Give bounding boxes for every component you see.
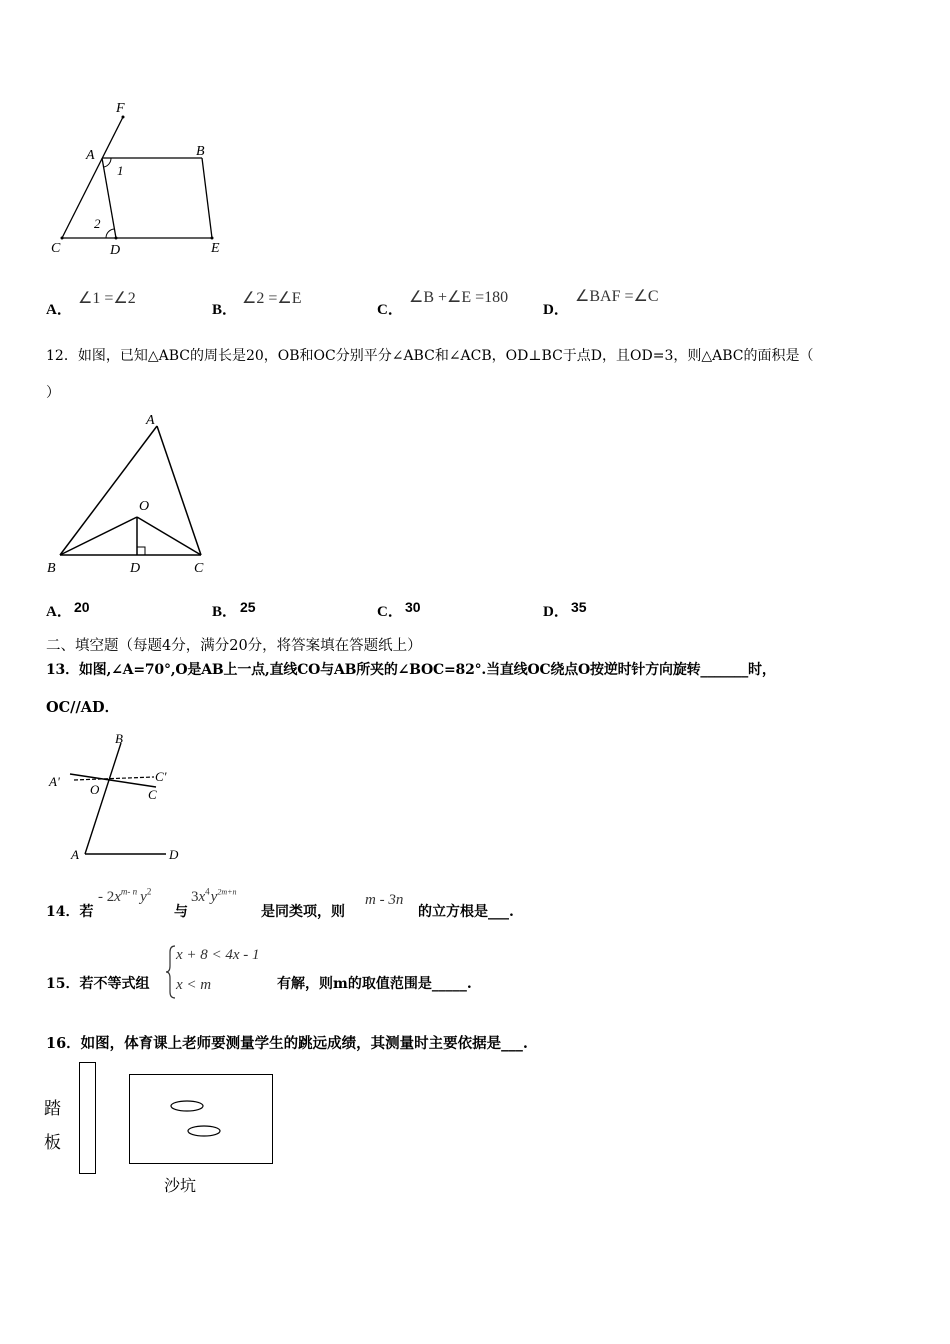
q16-question: 16．如图，体育课上老师要测量学生的跳远成绩，其测量时主要依据是___. xyxy=(46,1035,528,1052)
label-b: B xyxy=(115,731,123,746)
label-d: D xyxy=(110,243,121,258)
q12-option-c-value: 30 xyxy=(405,599,421,615)
line-b-o xyxy=(60,517,137,555)
q12-option-a-letter[interactable]: A． xyxy=(46,604,72,620)
q13-figure xyxy=(44,725,194,870)
footprint-1 xyxy=(171,1101,203,1111)
label-d: D xyxy=(169,847,179,862)
label-o: O xyxy=(90,782,100,797)
q12-option-b-value: 25 xyxy=(240,599,256,615)
q14-term2: $3x^4y^{2m+n}$ xyxy=(191,886,237,905)
take-off-board xyxy=(79,1062,96,1174)
q14-suffix: 的立方根是___. xyxy=(418,904,514,920)
line-a1-c1-dashed xyxy=(74,777,154,780)
q11-option-a-math: ∠1 =∠2 xyxy=(78,290,136,307)
label-e: E xyxy=(211,241,220,256)
label-c-prime: C' xyxy=(155,769,167,784)
label-a: A xyxy=(86,148,95,163)
label-angle-1: 1 xyxy=(117,163,124,178)
q15-suffix: 有解，则m的取值范围是_____. xyxy=(277,976,472,992)
line-b-a xyxy=(60,426,157,555)
q15-inequality-2: x < m xyxy=(176,977,212,993)
label-f: F xyxy=(116,101,125,116)
label-a-prime: A' xyxy=(49,774,60,789)
q12-option-b-letter[interactable]: B． xyxy=(212,604,238,620)
q14-expression: m - 3n xyxy=(365,892,404,908)
footprints xyxy=(168,1096,228,1144)
q12-option-d-value: 35 xyxy=(571,599,587,615)
q11-option-b-letter[interactable]: B． xyxy=(212,302,238,318)
line-c-o xyxy=(70,774,156,787)
q13-question-line1: 13．如图,∠A=70°,O是AB上一点,直线CO与AB所夹的∠BOC=82°.当直线OC绕点O按逆时针方向旋转_______时， xyxy=(46,662,776,678)
line-o-c xyxy=(137,517,201,555)
q12-option-a-value: 20 xyxy=(74,599,90,615)
label-b: B xyxy=(47,561,56,576)
q12-figure xyxy=(44,410,214,580)
q14-mid: 是同类项，则 xyxy=(261,904,345,920)
q12-option-c-letter[interactable]: C． xyxy=(377,604,403,620)
q11-option-c-math: ∠B +∠E =180 xyxy=(409,289,509,306)
line-b-a xyxy=(85,743,121,854)
q11-option-d-letter[interactable]: D． xyxy=(543,302,569,318)
q13-question-line2: OC//AD． xyxy=(46,699,120,716)
q11-figure xyxy=(40,95,250,265)
line-a-c xyxy=(157,426,201,555)
q12-question-line1: 12．如图，已知△ABC的周长是20，OB和OC分别平分∠ABC和∠ACB，OD⊥BC于点D，且OD=3，则△ABC的面积是（ xyxy=(46,348,814,364)
label-a: A xyxy=(71,847,79,862)
angle-1-arc xyxy=(104,158,111,167)
q12-question-line2: ） xyxy=(46,385,60,401)
line-a-d xyxy=(102,158,116,238)
angle-2-arc xyxy=(106,229,114,238)
board-label-char-2: 板 xyxy=(44,1133,61,1153)
q14-with: 与 xyxy=(174,904,188,920)
q15-inequality-1: x + 8 < 4x - 1 xyxy=(176,947,260,963)
q14-prefix: 14．若 xyxy=(46,904,94,920)
q12-option-d-letter[interactable]: D． xyxy=(543,604,569,620)
right-angle-mark xyxy=(137,547,145,555)
board-label-char-1: 踏 xyxy=(44,1099,61,1119)
line-b-e xyxy=(202,158,212,238)
line-c-f xyxy=(62,117,123,238)
label-a: A xyxy=(146,413,155,428)
q15-prefix: 15．若不等式组 xyxy=(46,976,150,992)
q11-option-c-letter[interactable]: C． xyxy=(377,302,403,318)
section-2-heading: 二、填空题（每题4分，满分20分，将答案填在答题纸上） xyxy=(46,638,422,654)
label-c: C xyxy=(194,561,204,576)
label-c: C xyxy=(148,787,157,802)
q11-option-b-math: ∠2 =∠E xyxy=(242,290,302,307)
label-b: B xyxy=(196,144,205,159)
label-angle-2: 2 xyxy=(94,216,101,231)
label-d: D xyxy=(130,561,141,576)
sand-pit-label: 沙坑 xyxy=(164,1176,197,1195)
q11-option-a-letter[interactable]: A． xyxy=(46,302,72,318)
q11-option-d-math: ∠BAF =∠C xyxy=(575,288,659,305)
label-c: C xyxy=(51,241,61,256)
q14-term1: - $2x^{m- n}$ $y^2$ xyxy=(98,886,152,905)
label-o: O xyxy=(139,499,150,514)
footprint-2 xyxy=(188,1126,220,1136)
